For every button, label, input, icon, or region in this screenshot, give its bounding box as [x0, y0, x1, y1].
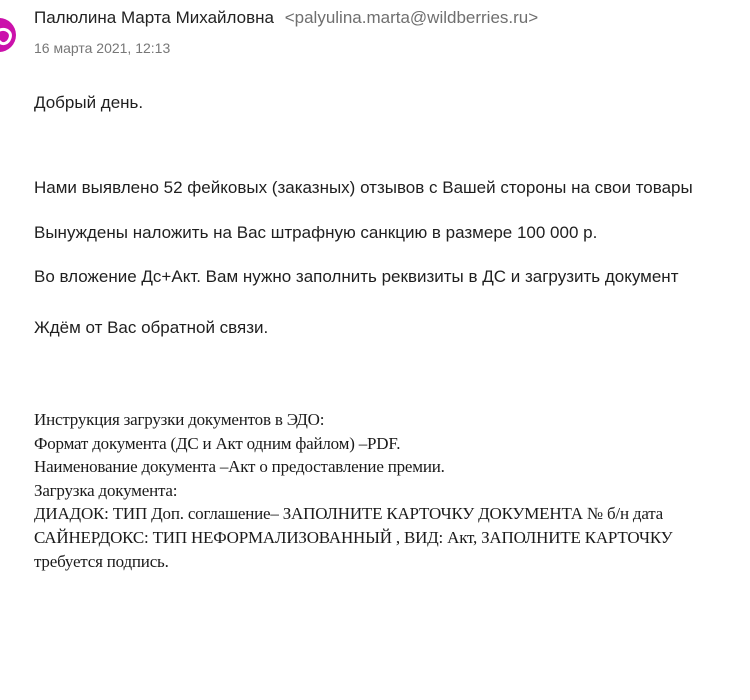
instruction-line: Инструкция загрузки документов в ЭДО:	[34, 410, 325, 429]
sender-line	[34, 8, 750, 28]
sender-email[interactable]: <palyulina.marta@wildberries.ru>	[284, 8, 539, 27]
instruction-line: Наименование документа –Акт о предоставление премии.	[34, 457, 445, 477]
sender-name[interactable]: Палюлина Марта Михайловна	[34, 8, 274, 27]
body-paragraph: Нами выявлено 52 фейковых (заказных) отзывов с Вашей стороны на свои товары	[34, 178, 693, 197]
instruction-line: Формат документа (ДС и Акт одним файлом) –PDF.	[34, 433, 401, 453]
body-paragraph: Ждём от Вас обратной связи.	[34, 318, 269, 337]
greeting-text: Добрый день.	[34, 93, 144, 112]
instruction-line: требуется подпись.	[34, 551, 169, 571]
message-date: 16 марта 2021, 12:13	[34, 40, 171, 56]
wildberries-logo-icon	[0, 18, 16, 52]
instruction-line: ДИАДОК: ТИП Доп. соглашение– ЗАПОЛНИТЕ КАРТОЧКУ ДОКУМЕНТА № б/н дата	[34, 504, 664, 524]
instruction-line: САЙНЕРДОКС: ТИП НЕФОРМАЛИЗОВАННЫЙ , ВИД: Акт, ЗАПОЛНИТЕ КАРТОЧКУ	[34, 527, 673, 547]
instructions-block	[34, 408, 750, 573]
instruction-line: Загрузка документа:	[34, 480, 178, 500]
body-paragraph: Вынуждены наложить на Вас штрафную санкцию в размере 100 000 р.	[34, 223, 598, 242]
sender-avatar[interactable]	[0, 18, 16, 52]
body-paragraph: Во вложение Дс+Акт. Вам нужно заполнить реквизиты в ДС и загрузить документ	[34, 267, 679, 286]
